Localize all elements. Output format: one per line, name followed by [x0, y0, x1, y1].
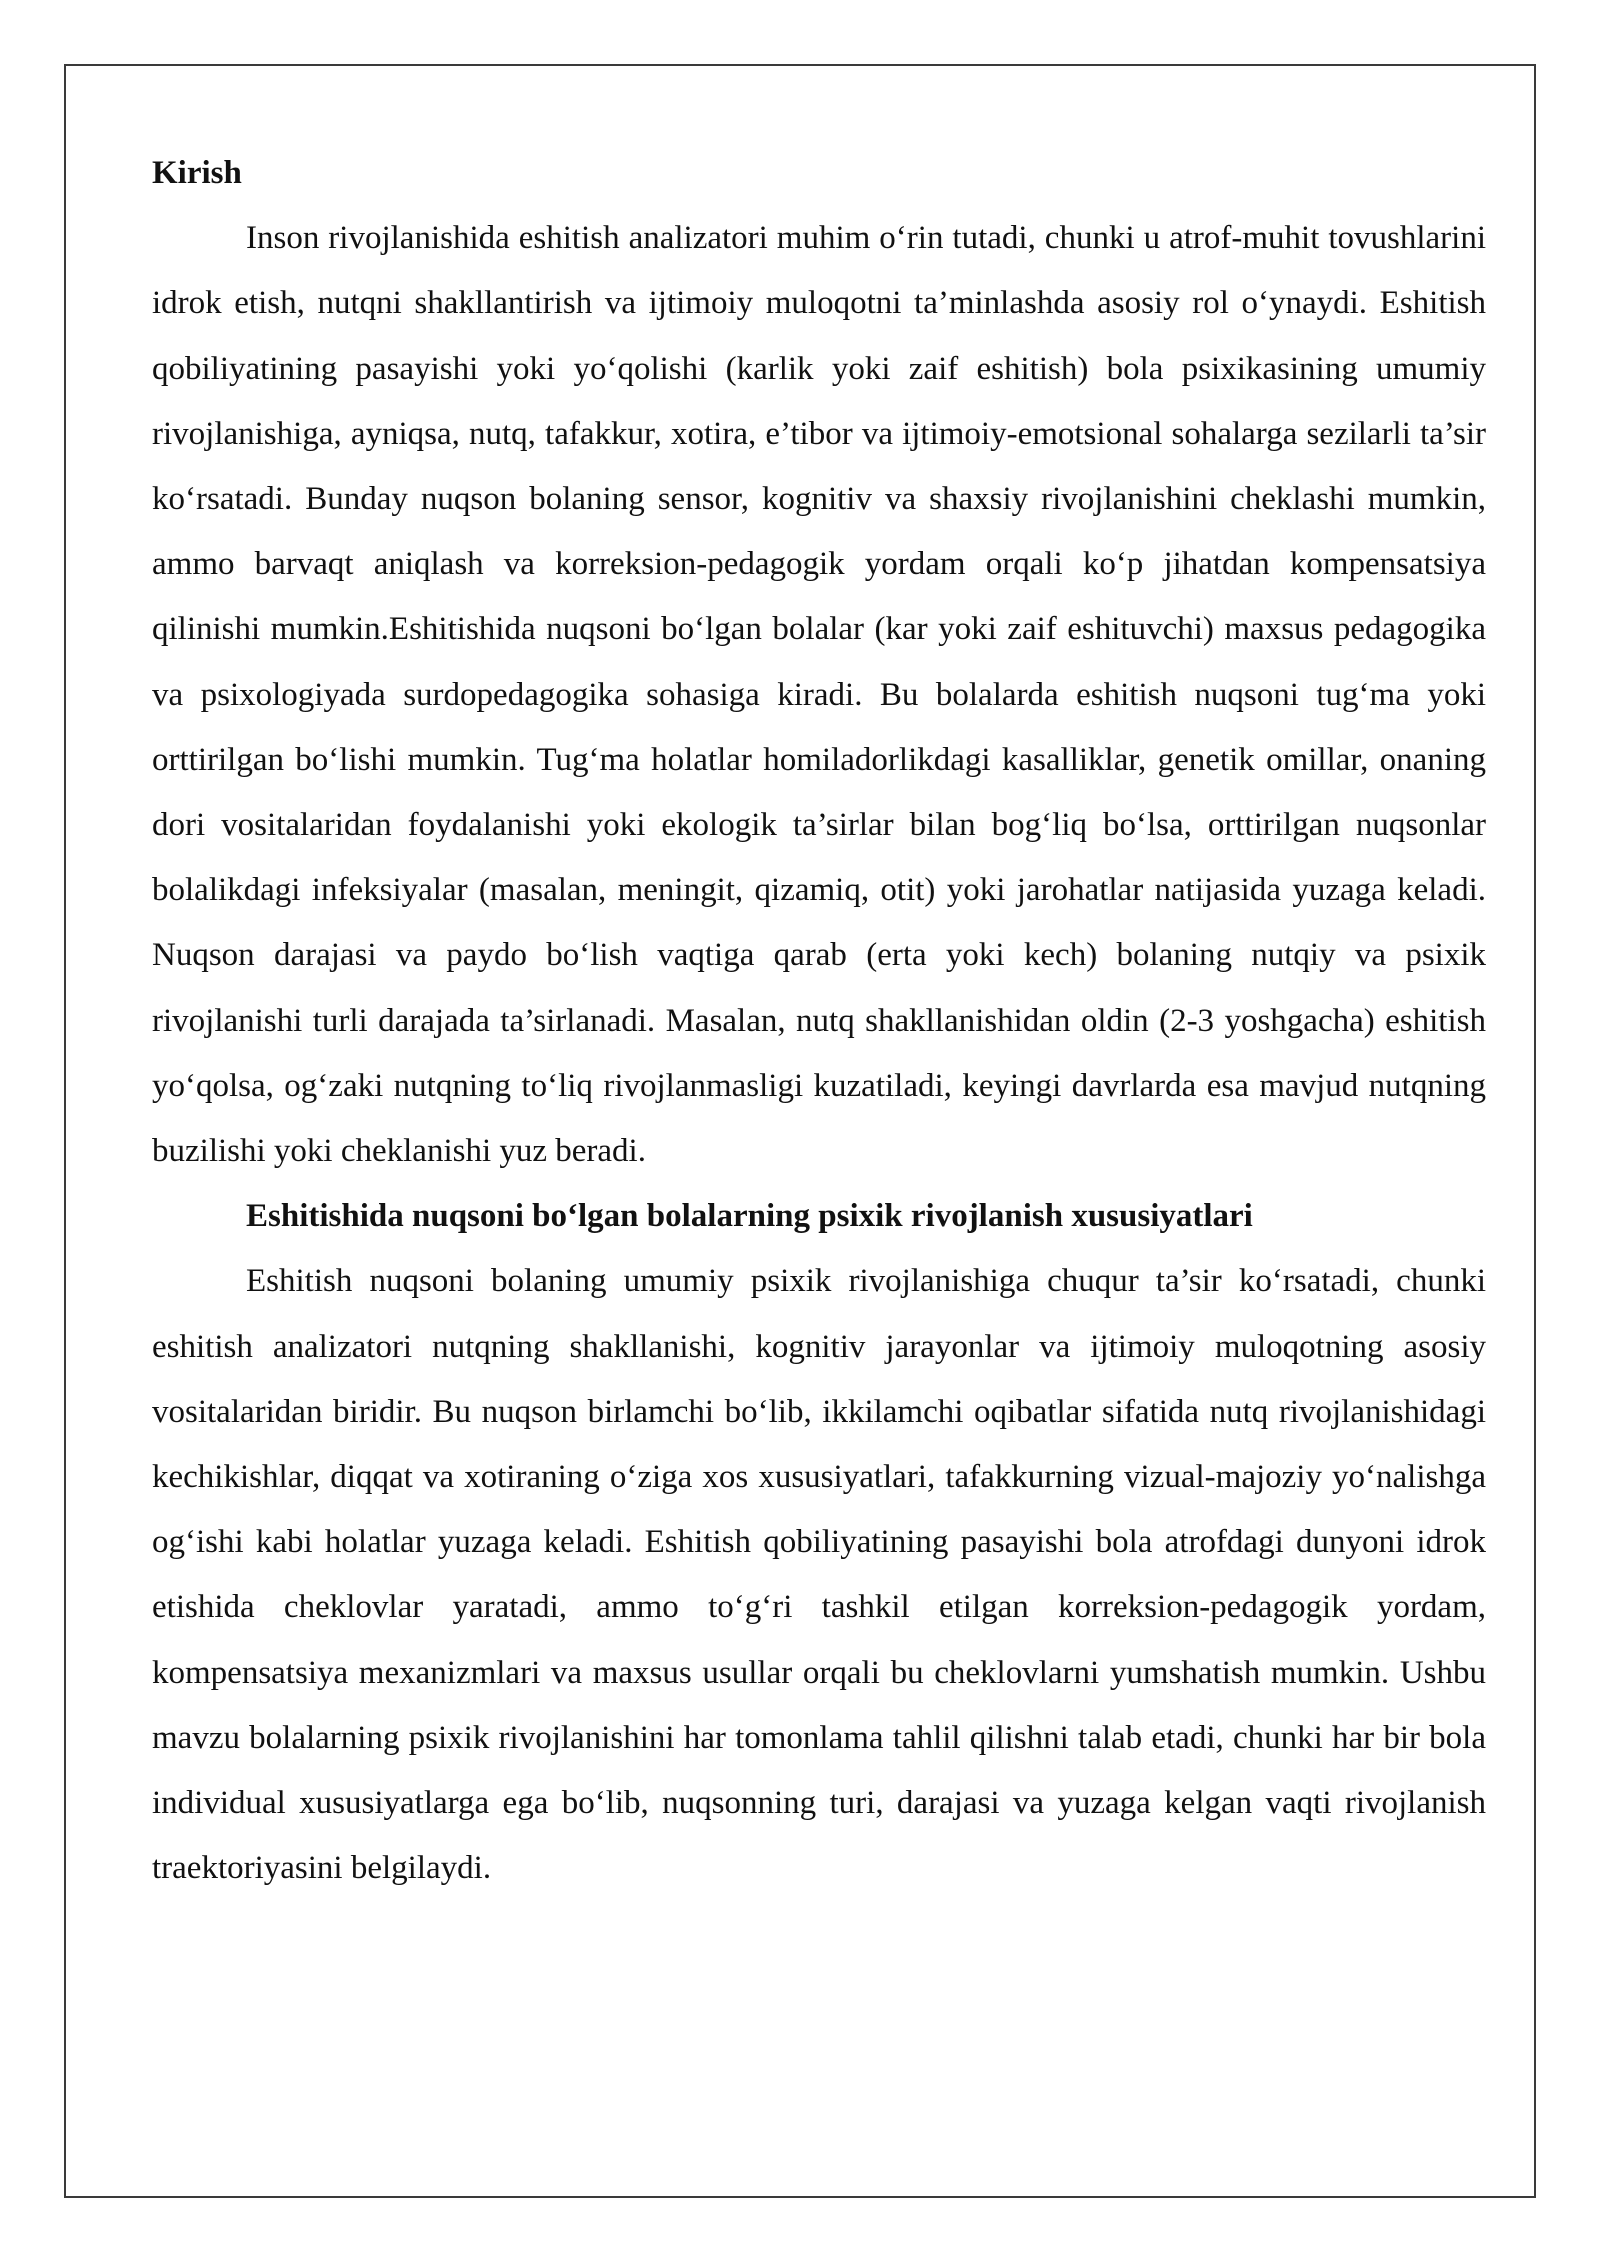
- body-paragraph: Eshitish nuqsoni bolaning umumiy psixik rivojlanishiga chuqur ta’sir ko‘rsatadi, chunki eshitish analizatori nutqning shakllanishi, kognitiv jarayonlar va ijtimoiy muloqotning asosiy vositalaridan biridir. Bu nuqson birlamchi bo‘lib, ikkilamchi oqibatlar sifatida nutq rivojlanishidagi kechikishlar, diqqat va xotiraning o‘ziga xos xususiyatlari, tafakkurning vizual-majoziy yo‘nalishga og‘ishi kabi holatlar yuzaga keladi. Eshitish qobiliyatining pasayishi bola atrofdagi dunyoni idrok etishida cheklovlar yaratadi, ammo to‘g‘ri tashkil etilgan korreksion-pedagogik yordam, kompensatsiya mexanizmlari va maxsus usullar orqali bu cheklovlarni yumshatish mumkin. Ushbu mavzu bolalarning psixik rivojlanishini har tomonlama tahlil qilishni talab etadi, chunki har bir bola individual xususiyatlarga ega bo‘lib, nuqsonning turi, darajasi va yuzaga kelgan vaqti rivojlanish traektoriyasini belgilaydi.: [152, 1263, 1486, 1887]
- document-body: [152, 141, 1486, 1901]
- section-heading: Kirish: [152, 155, 242, 191]
- subsection-heading: Eshitishida nuqsoni bo‘lgan bolalarning psixik rivojlanish xususiyatlari: [246, 1198, 1253, 1235]
- intro-paragraph: Inson rivojlanishida eshitish analizatori muhim o‘rin tutadi, chunki u atrof-muhit tovushlarini idrok etish, nutqni shakllantirish va ijtimoiy muloqotni ta’minlashda asosiy rol o‘ynaydi. Eshitish qobiliyatining pasayishi yoki yo‘qolishi (karlik yoki zaif eshitish) bola psixikasining umumiy rivojlanishiga, ayniqsa, nutq, tafakkur, xotira, e’tibor va ijtimoiy-emotsional sohalarga sezilarli ta’sir ko‘rsatadi. Bunday nuqson bolaning sensor, kognitiv va shaxsiy rivojlanishini cheklashi mumkin, ammo barvaqt aniqlash va korreksion-pedagogik yordam orqali ko‘p jihatdan kompensatsiya qilinishi mumkin.Eshitishida nuqsoni bo‘lgan bolalar (kar yoki zaif eshituvchi) maxsus pedagogika va psixologiyada surdopedagogika sohasiga kiradi. Bu bolalarda eshitish nuqsoni tug‘ma yoki orttirilgan bo‘lishi mumkin. Tug‘ma holatlar homiladorlikdagi kasalliklar, genetik omillar, onaning dori vositalaridan foydalanishi yoki ekologik ta’sirlar bilan bog‘liq bo‘lsa, orttirilgan nuqsonlar bolalikdagi infeksiyalar (masalan, meningit, qizamiq, otit) yoki jarohatlar natijasida yuzaga keladi. Nuqson darajasi va paydo bo‘lish vaqtiga qarab (erta yoki kech) bolaning nutqiy va psixik rivojlanishi turli darajada ta’sirlanadi. Masalan, nutq shakllanishidan oldin (2-3 yoshgacha) eshitish yo‘qolsa, og‘zaki nutqning to‘liq rivojlanmasligi kuzatiladi, keyingi davrlarda esa mavjud nutqning buzilishi yoki cheklanishi yuz beradi.: [152, 220, 1486, 1170]
